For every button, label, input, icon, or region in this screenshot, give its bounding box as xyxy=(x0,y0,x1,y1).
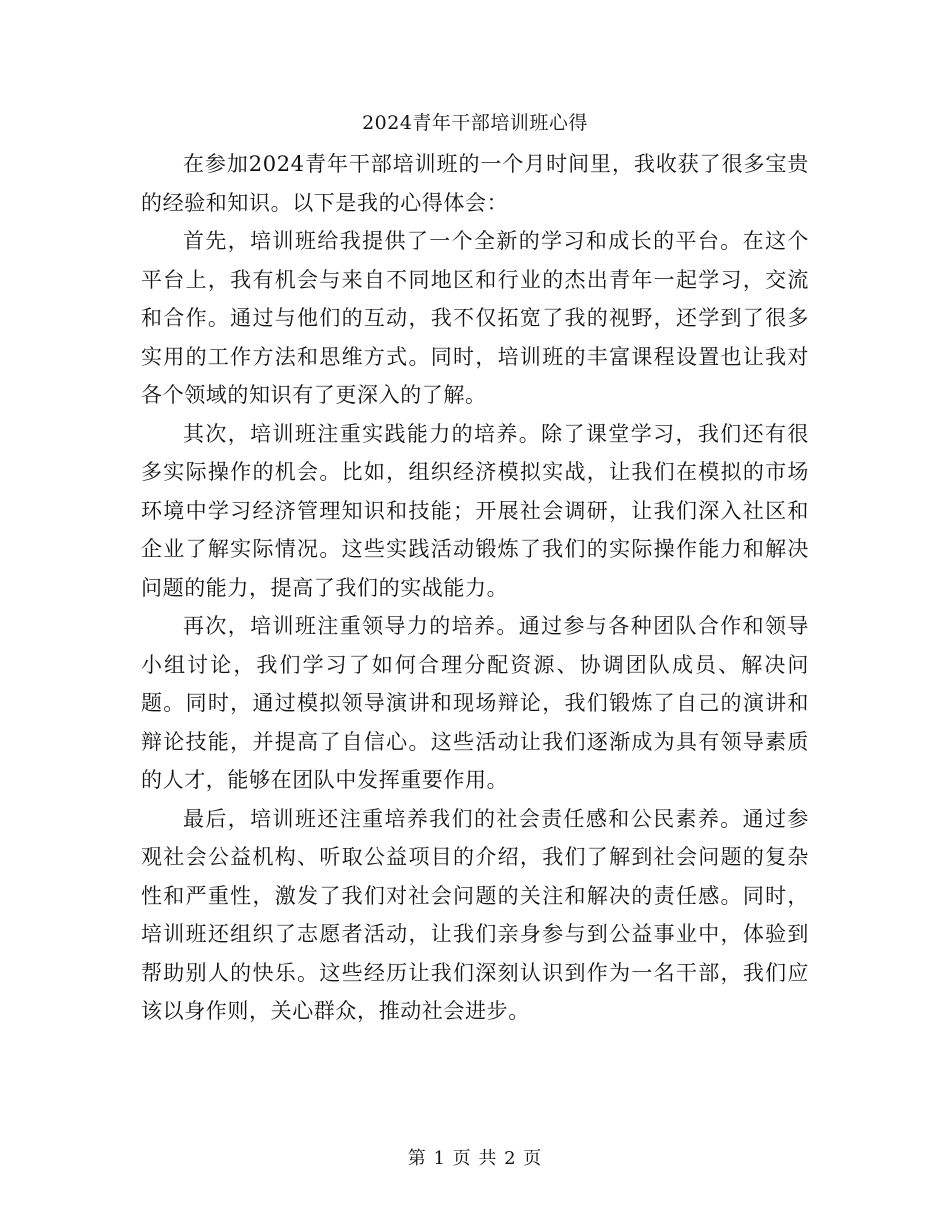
page-number-label: 第 1 页 共 2 页 xyxy=(407,1148,543,1169)
paragraph-third: 再次，培训班注重领导力的培养。通过参与各种团队合作和领导小组讨论，我们学习了如何合理分配资源、协调团队成员、解决问题。同时，通过模拟领导演讲和现场辩论，我们锻炼了自己的演讲和辩论技能，并提高了自信心。这些活动让我们逐渐成为具有领导素质的人才，能够在团队中发挥重要作用。 xyxy=(141,614,809,792)
document-title: 2024青年干部培训班心得 xyxy=(362,112,588,134)
paragraph-second: 其次，培训班注重实践能力的培养。除了课堂学习，我们还有很多实际操作的机会。比如，组织经济模拟实战，让我们在模拟的市场环境中学习经济管理知识和技能；开展社会调研，让我们深入社区和企业了解实际情况。这些实践活动锻炼了我们的实际操作能力和解决问题的能力，提高了我们的实战能力。 xyxy=(141,421,809,600)
paragraph-last: 最后，培训班还注重培养我们的社会责任感和公民素养。通过参观社会公益机构、听取公益项目的介绍，我们了解到社会问题的复杂性和严重性，激发了我们对社会问题的关注和解决的责任感。同时，培训班还组织了志愿者活动，让我们亲身参与到公益事业中，体验到帮助别人的快乐。这些经历让我们深刻认识到作为一名干部，我们应该以身作则，关心群众，推动社会进步。 xyxy=(141,806,809,1023)
document-body xyxy=(141,145,809,1031)
page-footer xyxy=(0,1147,950,1171)
paragraph-intro: 在参加2024青年干部培训班的一个月时间里，我收获了很多宝贵的经验和知识。以下是我的心得体会： xyxy=(141,152,809,215)
paragraph-first: 首先，培训班给我提供了一个全新的学习和成长的平台。在这个平台上，我有机会与来自不同地区和行业的杰出青年一起学习，交流和合作。通过与他们的互动，我不仅拓宽了我的视野，还学到了很多实用的工作方法和思维方式。同时，培训班的丰富课程设置也让我对各个领域的知识有了更深入的了解。 xyxy=(141,229,809,407)
